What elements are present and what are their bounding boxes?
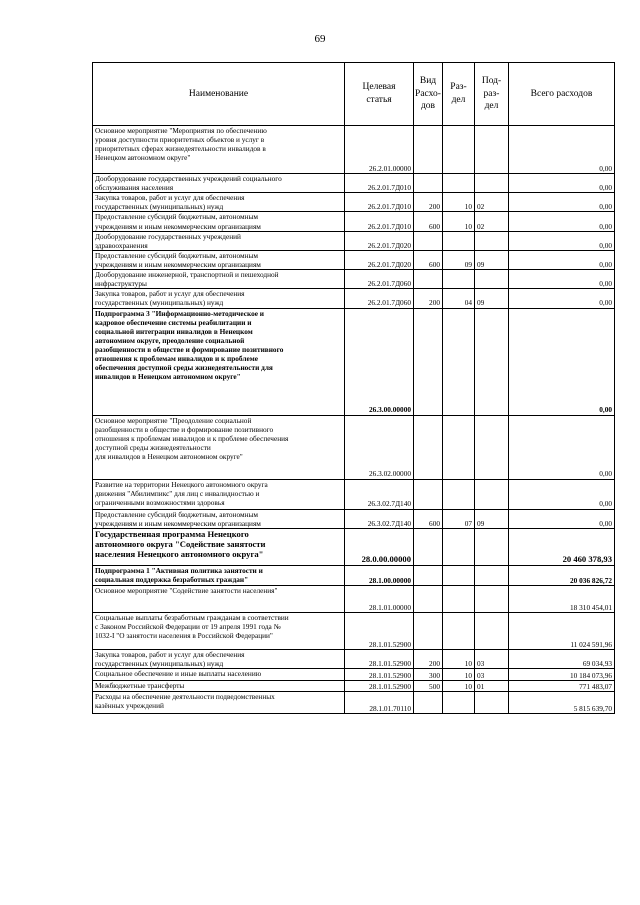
row-section-cell: 10 xyxy=(443,212,475,231)
row-name-cell: Социальное обеспечение и иные выплаты населению xyxy=(93,668,345,680)
row-name-cell: Государственная программа Ненецкого автономного округа "Содействие занятости населения Ненецкого автономного округа" xyxy=(93,528,345,565)
table-row xyxy=(93,174,615,193)
row-target-cell: 26.3.02.7Д140 xyxy=(345,479,414,509)
table-row xyxy=(93,126,615,174)
row-kind-cell xyxy=(414,126,443,174)
row-kind-cell xyxy=(414,270,443,289)
row-amount-cell: 0,00 xyxy=(509,231,615,250)
table-row xyxy=(93,668,615,680)
table-row xyxy=(93,479,615,509)
row-kind-cell xyxy=(414,528,443,565)
row-kind-cell: 600 xyxy=(414,509,443,528)
row-target-cell: 26.2.01.7Д010 xyxy=(345,174,414,193)
column-header-target: Целевая статья xyxy=(345,63,414,126)
row-section-cell xyxy=(443,308,475,415)
row-subsection-cell xyxy=(475,126,509,174)
row-target-cell: 26.3.00.00000 xyxy=(345,308,414,415)
row-section-cell xyxy=(443,565,475,585)
row-subsection-cell: 02 xyxy=(475,193,509,212)
row-subsection-cell: 02 xyxy=(475,212,509,231)
row-amount-cell: 0,00 xyxy=(509,308,615,415)
row-subsection-cell xyxy=(475,612,509,649)
row-target-cell: 28.1.01.52900 xyxy=(345,612,414,649)
row-amount-cell: 771 483,07 xyxy=(509,680,615,691)
row-amount-cell: 0,00 xyxy=(509,415,615,479)
row-section-cell xyxy=(443,415,475,479)
page-number: 69 xyxy=(314,33,326,45)
table-row xyxy=(93,528,615,565)
row-section-cell: 10 xyxy=(443,649,475,668)
row-section-cell: 10 xyxy=(443,193,475,212)
row-target-cell: 26.2.01.7Д060 xyxy=(345,289,414,308)
row-subsection-cell xyxy=(475,528,509,565)
row-name-cell: Дооборудование государственных учреждений здравоохранения xyxy=(93,231,345,250)
row-amount-cell: 0,00 xyxy=(509,212,615,231)
table-body xyxy=(93,126,615,714)
row-kind-cell: 600 xyxy=(414,212,443,231)
row-name-cell: Основное мероприятие "Преодоление социальной разобщенности в обществе и формирование позитивного отношения к проблемам инвалидов и к проблеме обеспечения доступной среды жизнедеятельности для инвалидов в Ненецком автономном округе" xyxy=(93,415,345,479)
row-name-cell: Предоставление субсидий бюджетным, автономным учреждениям и иным некоммерческим организациям xyxy=(93,509,345,528)
row-name-cell: Закупка товаров, работ и услуг для обеспечения государственных (муниципальных) нужд xyxy=(93,289,345,308)
table-row xyxy=(93,691,615,713)
row-name-cell: Предоставление субсидий бюджетным, автономным учреждениям и иным некоммерческим организациям xyxy=(93,250,345,269)
table-row xyxy=(93,415,615,479)
row-name-cell: Основное мероприятие "Мероприятия по обеспечению уровня доступности приоритетных объектов и услуг в приоритетных сферах жизнедеятельности инвалидов в Ненецком автономном округе" xyxy=(93,126,345,174)
row-target-cell: 28.1.01.52900 xyxy=(345,680,414,691)
row-target-cell: 28.0.00.00000 xyxy=(345,528,414,565)
row-section-cell xyxy=(443,270,475,289)
row-subsection-cell xyxy=(475,308,509,415)
row-amount-cell: 20 460 378,93 xyxy=(509,528,615,565)
row-target-cell: 28.1.01.52900 xyxy=(345,649,414,668)
row-subsection-cell: 03 xyxy=(475,649,509,668)
row-amount-cell: 0,00 xyxy=(509,479,615,509)
row-subsection-cell xyxy=(475,585,509,612)
row-subsection-cell xyxy=(475,479,509,509)
row-kind-cell xyxy=(414,415,443,479)
column-header-section: Раз- дел xyxy=(443,63,475,126)
table-row xyxy=(93,585,615,612)
row-kind-cell xyxy=(414,479,443,509)
row-subsection-cell xyxy=(475,565,509,585)
row-name-cell: Расходы на обеспечение деятельности подведомственных казённых учреждений xyxy=(93,691,345,713)
table-row xyxy=(93,289,615,308)
row-amount-cell: 69 034,93 xyxy=(509,649,615,668)
column-header-name: Наименование xyxy=(93,63,345,126)
row-name-cell: Подпрограмма 3 "Информационно-методическое и кадровое обеспечение системы реабилитации и социальной интеграции инвалидов в Ненецком автономном округе, преодоление социальной разобщенности в обществе и формирование позитивного отношения к проблемам инвалидов и к проблеме обеспечения доступной среды жизнедеятельности для инвалидов в Ненецком автономном округе" xyxy=(93,308,345,415)
row-subsection-cell xyxy=(475,231,509,250)
row-section-cell xyxy=(443,231,475,250)
row-amount-cell: 10 184 073,96 xyxy=(509,668,615,680)
row-kind-cell xyxy=(414,585,443,612)
row-target-cell: 28.1.01.00000 xyxy=(345,585,414,612)
row-target-cell: 28.1.00.00000 xyxy=(345,565,414,585)
row-target-cell: 28.1.01.70110 xyxy=(345,691,414,713)
row-amount-cell: 0,00 xyxy=(509,193,615,212)
row-kind-cell: 500 xyxy=(414,680,443,691)
column-header-kind: Вид Расхо- дов xyxy=(414,63,443,126)
row-subsection-cell: 01 xyxy=(475,680,509,691)
header-row xyxy=(93,63,615,126)
row-target-cell: 26.3.02.7Д140 xyxy=(345,509,414,528)
row-amount-cell: 5 815 639,70 xyxy=(509,691,615,713)
row-amount-cell: 0,00 xyxy=(509,250,615,269)
row-target-cell: 28.1.01.52900 xyxy=(345,668,414,680)
row-name-cell: Подпрограмма 1 "Активная политика занятости и социальная поддержка безработных граждан" xyxy=(93,565,345,585)
row-section-cell xyxy=(443,174,475,193)
row-kind-cell xyxy=(414,308,443,415)
row-name-cell: Предоставление субсидий бюджетным, автономным учреждениям и иным некоммерческим организациям xyxy=(93,212,345,231)
table-row xyxy=(93,649,615,668)
row-kind-cell: 200 xyxy=(414,649,443,668)
row-section-cell xyxy=(443,612,475,649)
row-name-cell: Развитие на территории Ненецкого автономного округа движения "Абилимпикс" для лиц с инвалидностью и ограниченными возможностями здоровья xyxy=(93,479,345,509)
row-subsection-cell xyxy=(475,415,509,479)
column-header-subsection: Под- раз- дел xyxy=(475,63,509,126)
table-row xyxy=(93,193,615,212)
row-name-cell: Закупка товаров, работ и услуг для обеспечения государственных (муниципальных) нужд xyxy=(93,193,345,212)
row-kind-cell: 600 xyxy=(414,250,443,269)
row-amount-cell: 20 036 826,72 xyxy=(509,565,615,585)
row-subsection-cell: 09 xyxy=(475,250,509,269)
row-kind-cell: 200 xyxy=(414,289,443,308)
row-section-cell xyxy=(443,126,475,174)
table-row xyxy=(93,270,615,289)
row-amount-cell: 11 024 591,96 xyxy=(509,612,615,649)
row-section-cell: 10 xyxy=(443,680,475,691)
row-kind-cell: 300 xyxy=(414,668,443,680)
row-section-cell xyxy=(443,528,475,565)
budget-table xyxy=(92,62,615,714)
row-name-cell: Основное мероприятие "Содействие занятости населения" xyxy=(93,585,345,612)
row-section-cell xyxy=(443,691,475,713)
row-subsection-cell: 03 xyxy=(475,668,509,680)
row-section-cell: 10 xyxy=(443,668,475,680)
row-name-cell: Дооборудование государственных учреждений социального обслуживания населения xyxy=(93,174,345,193)
row-section-cell xyxy=(443,479,475,509)
row-subsection-cell xyxy=(475,174,509,193)
row-kind-cell xyxy=(414,174,443,193)
row-subsection-cell: 09 xyxy=(475,509,509,528)
row-target-cell: 26.2.01.7Д010 xyxy=(345,193,414,212)
row-target-cell: 26.2.01.7Д020 xyxy=(345,250,414,269)
row-section-cell: 04 xyxy=(443,289,475,308)
row-name-cell: Дооборудование инженерной, транспортной и пешеходной инфраструктуры xyxy=(93,270,345,289)
row-subsection-cell xyxy=(475,270,509,289)
table-row xyxy=(93,565,615,585)
row-section-cell xyxy=(443,585,475,612)
row-subsection-cell xyxy=(475,691,509,713)
table-row xyxy=(93,231,615,250)
column-header-total: Всего расходов xyxy=(509,63,615,126)
row-target-cell: 26.2.01.00000 xyxy=(345,126,414,174)
row-target-cell: 26.3.02.00000 xyxy=(345,415,414,479)
row-kind-cell xyxy=(414,612,443,649)
row-amount-cell: 0,00 xyxy=(509,289,615,308)
row-amount-cell: 0,00 xyxy=(509,270,615,289)
row-name-cell: Социальные выплаты безработным гражданам в соответствии с Законом Российской Федерации от 19 апреля 1991 года № 1032-I "О занятости населения в Российской Федерации" xyxy=(93,612,345,649)
row-kind-cell: 200 xyxy=(414,193,443,212)
row-target-cell: 26.2.01.7Д060 xyxy=(345,270,414,289)
row-target-cell: 26.2.01.7Д020 xyxy=(345,231,414,250)
table-row xyxy=(93,212,615,231)
row-amount-cell: 18 310 454,01 xyxy=(509,585,615,612)
row-section-cell: 07 xyxy=(443,509,475,528)
table-row xyxy=(93,250,615,269)
table-row xyxy=(93,680,615,691)
row-amount-cell: 0,00 xyxy=(509,126,615,174)
row-amount-cell: 0,00 xyxy=(509,509,615,528)
table-row xyxy=(93,612,615,649)
row-section-cell: 09 xyxy=(443,250,475,269)
row-amount-cell: 0,00 xyxy=(509,174,615,193)
row-kind-cell xyxy=(414,565,443,585)
row-kind-cell xyxy=(414,691,443,713)
row-kind-cell xyxy=(414,231,443,250)
row-subsection-cell: 09 xyxy=(475,289,509,308)
row-name-cell: Закупка товаров, работ и услуг для обеспечения государственных (муниципальных) нужд xyxy=(93,649,345,668)
row-name-cell: Межбюджетные трансферты xyxy=(93,680,345,691)
row-target-cell: 26.2.01.7Д010 xyxy=(345,212,414,231)
table-row xyxy=(93,509,615,528)
table-row xyxy=(93,308,615,415)
